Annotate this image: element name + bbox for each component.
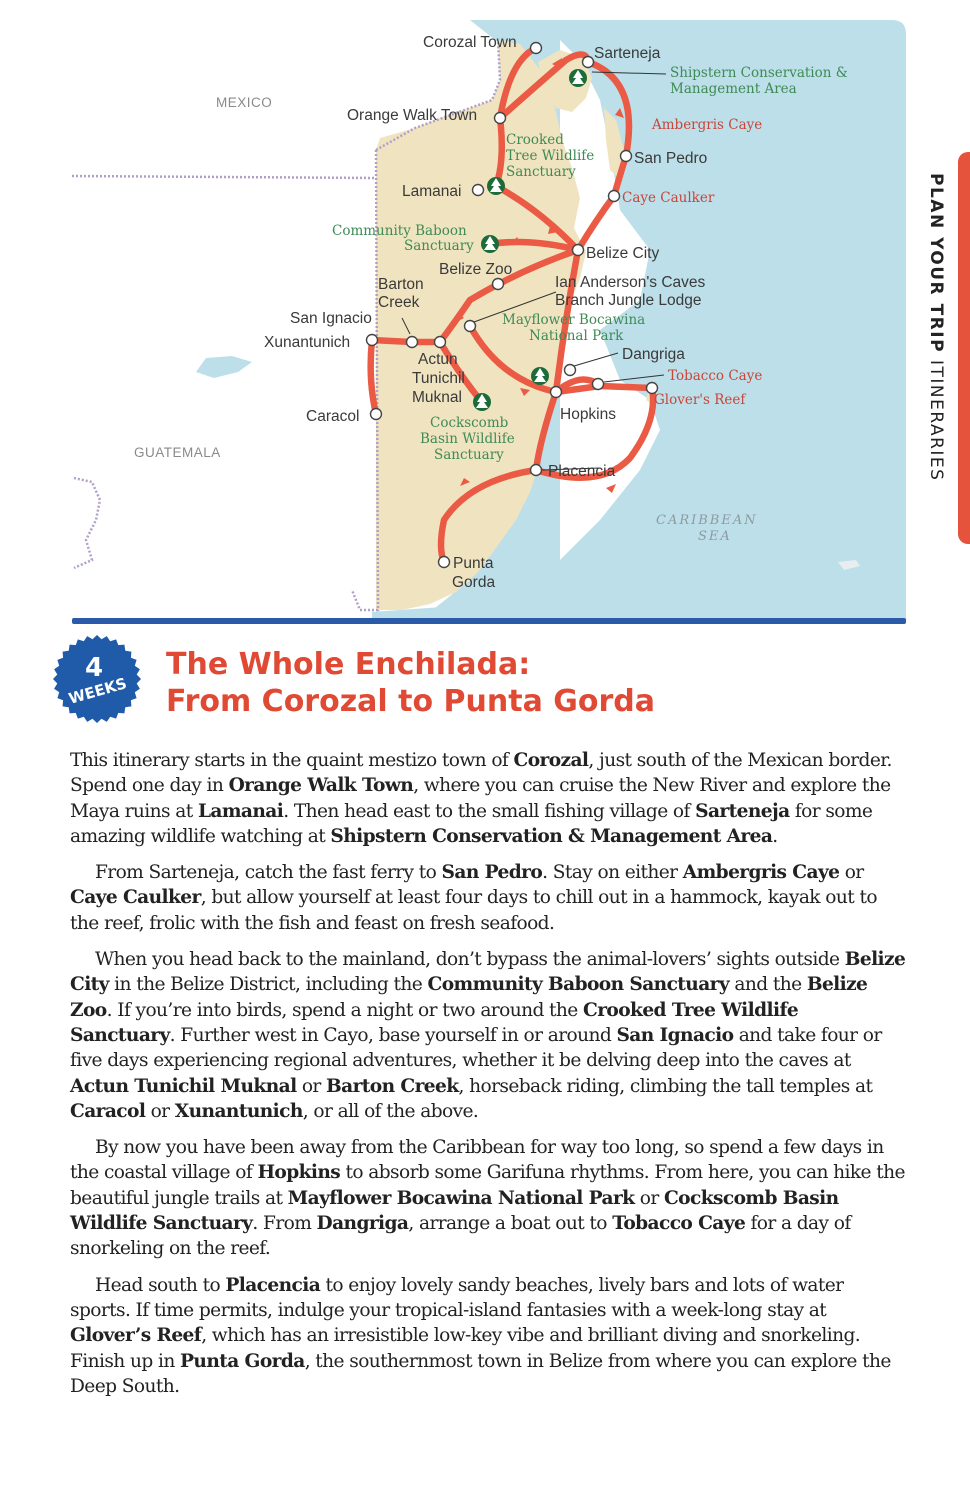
text-run: , the southernmost town in Belize from where you can explore the Deep South. bbox=[70, 1350, 891, 1397]
place-highlight: Dangriga bbox=[316, 1213, 409, 1235]
label-xunantunich: Xunantunich bbox=[264, 334, 351, 351]
label-san-ignacio: San Ignacio bbox=[290, 310, 372, 327]
label-mayflower-2: National Park bbox=[529, 328, 624, 344]
text-run: to absorb some Garifuna rhythms. From here, you can hike the beautiful jungle trails at bbox=[70, 1162, 905, 1209]
label-lamanai: Lamanai bbox=[402, 183, 462, 200]
paragraph bbox=[70, 1135, 906, 1261]
text-run: . Further west in Cayo, base yourself in or around bbox=[169, 1024, 617, 1046]
text-run: and the bbox=[729, 974, 807, 996]
text-run: From Sarteneja, catch the fast ferry to bbox=[95, 862, 442, 884]
place-highlight: San Ignacio bbox=[616, 1024, 734, 1046]
duration-badge bbox=[52, 634, 142, 724]
text-run: to enjoy lovely sandy beaches, lively bars and lots of water sports. If time permits, indulge your tropical-island fantasies with a week-long stay at bbox=[70, 1274, 844, 1321]
chapter-title bbox=[924, 173, 946, 513]
place-highlight: Corozal bbox=[513, 750, 589, 771]
label-ambergris: Ambergris Caye bbox=[652, 117, 763, 133]
place-highlight: Cockscomb Basin Wildlife Sanctuary bbox=[70, 1187, 839, 1235]
label-placencia: Placencia bbox=[548, 463, 616, 480]
place-highlight: Caye Caulker bbox=[70, 887, 201, 909]
label-caye-caulker: Caye Caulker bbox=[622, 190, 715, 206]
tree-icon bbox=[569, 69, 587, 87]
paragraph bbox=[70, 947, 906, 1124]
text-run: When you head back to the mainland, don’t bypass the animal-lovers’ sights outside bbox=[95, 949, 845, 971]
paragraph bbox=[70, 748, 906, 849]
tree-icon bbox=[531, 367, 549, 385]
text-run: , which has an irresistible low-key vibe and brilliant diving and snorkeling. Finish up in bbox=[70, 1325, 861, 1372]
label-crooked-tree-2: Tree Wildlife bbox=[506, 148, 595, 164]
label-actun-1: Actun bbox=[418, 351, 458, 368]
label-crooked-tree-3: Sanctuary bbox=[506, 164, 576, 180]
text-run: Head south to bbox=[95, 1274, 226, 1296]
map-bottom-rule bbox=[72, 618, 906, 624]
badge-number: 4 bbox=[84, 653, 104, 683]
text-run: By now you have been away from the Caribbean for way too long, so spend a few days in the coastal village of bbox=[70, 1137, 884, 1184]
label-corozal-town: Corozal Town bbox=[423, 34, 517, 51]
text-run: , arrange a boat out to bbox=[408, 1213, 613, 1235]
label-sea-2: SEA bbox=[698, 529, 732, 544]
label-guatemala: GUATEMALA bbox=[134, 445, 221, 460]
text-run: or bbox=[839, 862, 864, 884]
chapter-title-rest: ITINERARIES bbox=[926, 353, 946, 482]
place-highlight: Barton Creek bbox=[326, 1075, 459, 1097]
text-run: or bbox=[296, 1075, 327, 1097]
tree-icon bbox=[487, 177, 505, 195]
label-tobacco-caye: Tobacco Caye bbox=[668, 368, 763, 384]
badge-unit: WEEKS bbox=[66, 674, 129, 708]
place-highlight: Crooked Tree Wildlife Sanctuary bbox=[70, 999, 799, 1046]
label-punta-gorda-2: Gorda bbox=[452, 574, 496, 591]
label-baboon-1: Community Baboon bbox=[332, 223, 467, 239]
place-highlight: Punta Gorda bbox=[180, 1350, 305, 1372]
label-actun-3: Muknal bbox=[412, 389, 462, 406]
label-barton-creek-2: Creek bbox=[378, 294, 420, 311]
place-highlight: Ambergris Caye bbox=[682, 862, 840, 884]
label-sarteneja: Sarteneja bbox=[594, 45, 661, 62]
text-run: . From bbox=[252, 1213, 317, 1235]
place-highlight: Mayflower Bocawina National Park bbox=[287, 1187, 635, 1209]
text-run: . bbox=[772, 825, 778, 847]
label-sea-1: CARIBBEAN bbox=[656, 513, 758, 528]
place-highlight: Hopkins bbox=[257, 1162, 341, 1184]
label-baboon-2: Sanctuary bbox=[404, 238, 474, 254]
text-run: . If you’re into birds, spend a night or two around the bbox=[106, 999, 584, 1021]
itinerary-title-line1: The Whole Enchilada: bbox=[166, 647, 531, 682]
lake bbox=[196, 356, 252, 378]
label-mexico: MEXICO bbox=[216, 95, 273, 110]
itinerary-body bbox=[70, 748, 906, 1410]
label-caracol: Caracol bbox=[306, 408, 360, 425]
text-run: , or all of the above. bbox=[302, 1100, 479, 1122]
place-highlight: Actun Tunichil Muknal bbox=[70, 1075, 297, 1097]
label-hopkins: Hopkins bbox=[560, 406, 616, 423]
place-highlight: Sarteneja bbox=[695, 800, 790, 822]
label-san-pedro: San Pedro bbox=[634, 150, 708, 167]
text-run: . Stay on either bbox=[542, 862, 683, 884]
place-highlight: Xunantunich bbox=[174, 1100, 303, 1122]
itinerary-title-line2: From Corozal to Punta Gorda bbox=[166, 684, 656, 719]
place-highlight: Caracol bbox=[70, 1100, 146, 1122]
place-highlight: Lamanai bbox=[197, 800, 284, 822]
label-belize-zoo: Belize Zoo bbox=[439, 261, 513, 278]
label-ian-anderson-1: Ian Anderson's Caves bbox=[555, 274, 706, 291]
place-highlight: Belize Zoo bbox=[70, 974, 868, 1021]
label-barton-creek-1: Barton bbox=[378, 276, 424, 293]
text-run: or bbox=[145, 1100, 175, 1122]
text-run: , but allow yourself at least four days to chill out in a hammock, kayak out to the reef, frolic with the fish and feast on fresh seafood. bbox=[70, 887, 877, 934]
chapter-tab bbox=[958, 152, 970, 544]
mexico-border bbox=[72, 176, 376, 178]
text-run: and take four or five days experiencing regional adventures, whether it be delving deep into the caves at bbox=[70, 1024, 882, 1072]
text-run: for a day of snorkeling on the reef. bbox=[70, 1213, 851, 1260]
label-ian-anderson-2: Branch Jungle Lodge bbox=[555, 292, 702, 309]
place-highlight: Belize City bbox=[70, 949, 906, 996]
itinerary-map bbox=[0, 0, 970, 630]
label-actun-2: Tunichil bbox=[412, 370, 465, 387]
guatemala-west-border bbox=[74, 478, 100, 568]
text-run: , horseback riding, climbing the tall temples at bbox=[458, 1075, 873, 1097]
tree-icon bbox=[473, 393, 491, 411]
label-crooked-tree-1: Crooked bbox=[506, 132, 564, 148]
place-highlight: Orange Walk Town bbox=[228, 775, 414, 797]
text-run: . Then head east to the small fishing village of bbox=[283, 800, 696, 822]
label-orange-walk: Orange Walk Town bbox=[347, 107, 478, 124]
text-run: , where you can cruise the New River and explore the Maya ruins at bbox=[70, 775, 891, 822]
paragraph bbox=[70, 860, 906, 936]
paragraph bbox=[70, 1273, 906, 1399]
label-cockscomb-2: Basin Wildlife bbox=[420, 431, 515, 447]
label-mayflower-1: Mayflower Bocawina bbox=[502, 312, 646, 328]
label-dangriga: Dangriga bbox=[622, 346, 685, 363]
text-run: , just south of the Mexican border. Spend one day in bbox=[70, 750, 892, 797]
tree-icon bbox=[481, 235, 499, 253]
place-highlight: Shipstern Conservation & Management Area bbox=[330, 825, 773, 847]
label-belize-city: Belize City bbox=[586, 245, 660, 262]
place-highlight: Placencia bbox=[225, 1274, 321, 1296]
place-highlight: Tobacco Caye bbox=[612, 1213, 746, 1235]
label-shipstern-2: Management Area bbox=[670, 81, 797, 97]
text-run: This itinerary starts in the quaint mestizo town of bbox=[70, 750, 514, 771]
label-cockscomb-3: Sanctuary bbox=[434, 447, 504, 463]
label-cockscomb-1: Cockscomb bbox=[430, 415, 509, 431]
text-run: or bbox=[634, 1187, 664, 1209]
text-run: for some amazing wildlife watching at bbox=[70, 800, 873, 847]
label-punta-gorda-1: Punta bbox=[453, 555, 494, 572]
itinerary-title bbox=[166, 646, 655, 720]
text-run: in the Belize District, including the bbox=[108, 974, 428, 996]
label-shipstern-1: Shipstern Conservation & bbox=[670, 65, 848, 81]
place-highlight: Glover’s Reef bbox=[70, 1325, 202, 1347]
chapter-title-bold: PLAN YOUR TRIP bbox=[926, 173, 946, 354]
place-highlight: Community Baboon Sanctuary bbox=[427, 974, 730, 996]
place-highlight: San Pedro bbox=[441, 862, 543, 884]
label-glovers-reef: Glover's Reef bbox=[654, 392, 746, 408]
